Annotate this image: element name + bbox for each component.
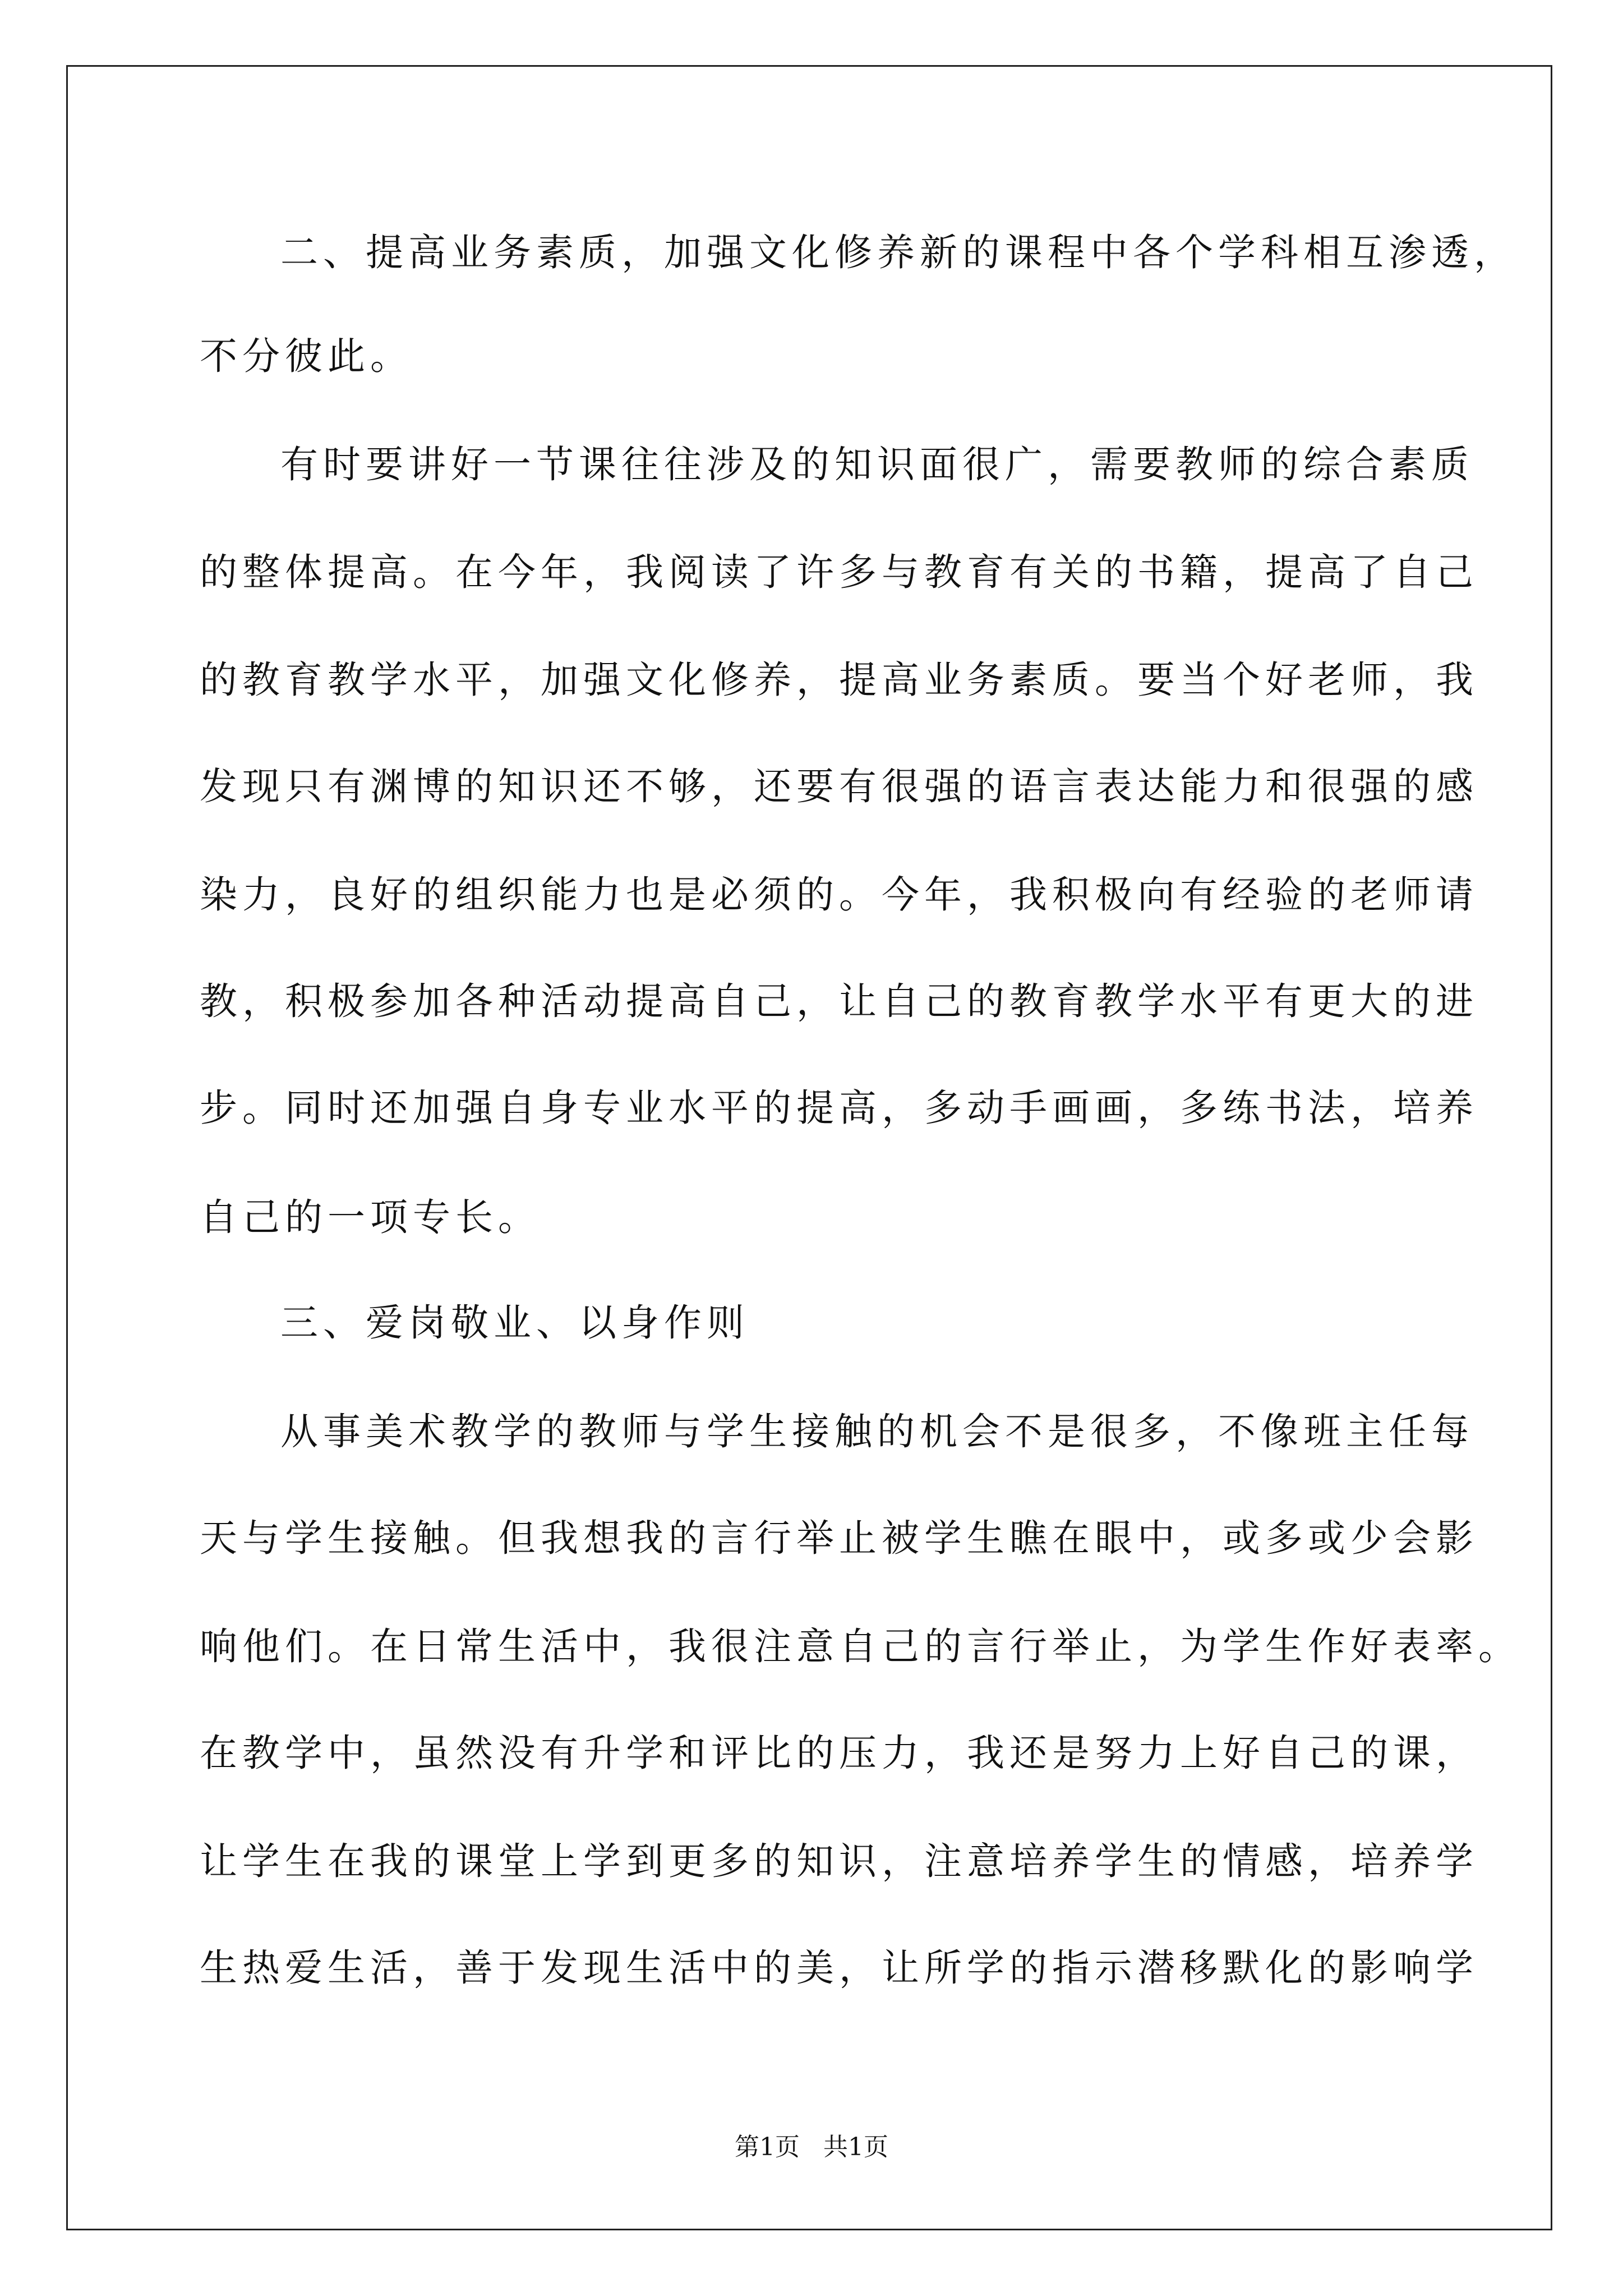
paragraph-line: 自己的一项专长。	[200, 1195, 541, 1239]
paragraph-line: 响他们。在日常生活中，我很注意自己的言行举止，为学生作好表率。	[200, 1625, 1521, 1668]
paragraph-line: 染力，良好的组织能力也是必须的。今年，我积极向有经验的老师请	[200, 873, 1478, 917]
paragraph-line: 不分彼此。	[200, 334, 413, 378]
paragraph-line: 从事美术教学的教师与学生接触的机会不是很多，不像班主任每	[280, 1410, 1474, 1453]
paragraph-line: 的整体提高。在今年，我阅读了许多与教育有关的书籍，提高了自己	[200, 550, 1478, 594]
paragraph-line: 步。同时还加强自身专业水平的提高，多动手画画，多练书法，培养	[200, 1086, 1478, 1130]
paragraph-line: 的教育教学水平，加强文化修养，提高业务素质。要当个好老师，我	[200, 658, 1478, 702]
paragraph-line: 在教学中，虽然没有升学和评比的压力，我还是努力上好自己的课，	[200, 1731, 1478, 1775]
paragraph-line: 天与学生接触。但我想我的言行举止被学生瞧在眼中，或多或少会影	[200, 1516, 1478, 1560]
page-footer: 第1页 共1页	[735, 2133, 888, 2161]
paragraph-line: 有时要讲好一节课往往涉及的知识面很广，需要教师的综合素质	[280, 443, 1474, 486]
paragraph-line: 二、提高业务素质，加强文化修养新的课程中各个学科相互渗透，	[280, 231, 1516, 274]
page-border	[66, 65, 1552, 2230]
paragraph-line: 让学生在我的课堂上学到更多的知识，注意培养学生的情感，培养学	[200, 1839, 1478, 1883]
paragraph-line: 生热爱生活，善于发现生活中的美，让所学的指示潜移默化的影响学	[200, 1946, 1478, 1990]
paragraph-line: 发现只有渊博的知识还不够，还要有很强的语言表达能力和很强的感	[200, 765, 1478, 808]
paragraph-line: 教，积极参加各种活动提高自己，让自己的教育教学水平有更大的进	[200, 979, 1478, 1023]
section-heading: 三、爱岗敬业、以身作则	[280, 1301, 749, 1345]
